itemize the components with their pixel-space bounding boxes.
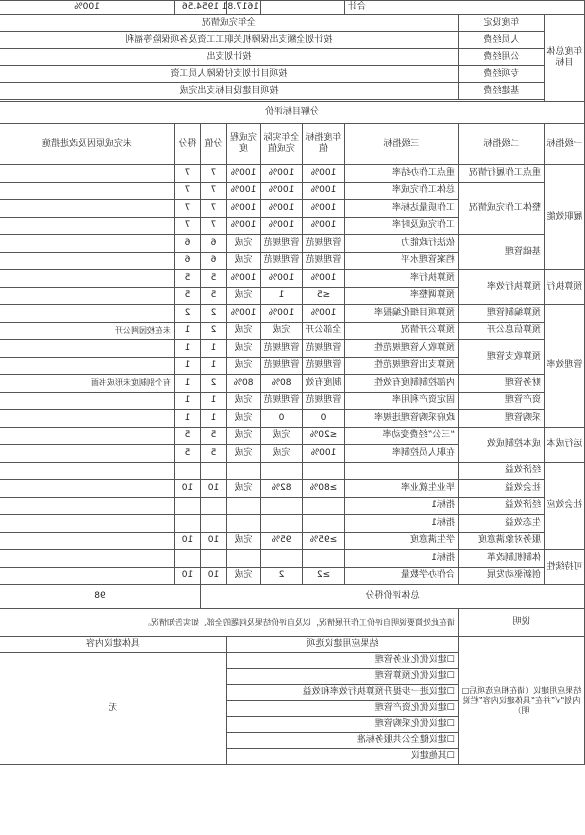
cell-s [201, 497, 227, 515]
cell-l2: 体制机制改革 [459, 550, 545, 568]
cell-n [0, 200, 175, 218]
cell-l2: 社会效益 [459, 480, 545, 498]
cell-g: 10 [175, 532, 201, 550]
cell-n [0, 497, 175, 515]
cell-c: 100% [227, 217, 261, 235]
cell-g: 1 [175, 357, 201, 375]
cell-s [201, 462, 227, 480]
cell-l3: 合作办学数量 [345, 567, 459, 585]
table-row [0, 322, 585, 340]
cell-g: 10 [175, 480, 201, 498]
cell-n [0, 340, 175, 358]
cell-a: 100% [261, 200, 303, 218]
cell-s: 7 [201, 165, 227, 183]
table-row [0, 550, 585, 568]
cell-c: 100% [227, 270, 261, 288]
cell-l3: 预算执行率 [345, 270, 459, 288]
cell-g [175, 462, 201, 480]
cell-t: 0 [303, 410, 345, 428]
cell-l3: 内部控制制度有效性 [345, 375, 459, 393]
cell-t: 100% [303, 217, 345, 235]
cell-c: 完成 [227, 287, 261, 305]
cell-n [0, 445, 175, 463]
cell-s: 2 [201, 305, 227, 323]
cell-a: 管理规范 [261, 252, 303, 270]
cell-c: 完成 [227, 532, 261, 550]
cell-t: 100% [303, 200, 345, 218]
cell-s: 7 [201, 217, 227, 235]
cell-a [261, 497, 303, 515]
cell-c: 完成 [227, 235, 261, 253]
cell-s: 7 [201, 182, 227, 200]
cell-t: ≥2 [303, 567, 345, 585]
cell-c: 完成 [227, 445, 261, 463]
cell-n [0, 165, 175, 183]
cell-a: 完成 [261, 322, 303, 340]
table-row [0, 392, 585, 410]
cell-s: 2 [201, 375, 227, 393]
cell-c: 完成 [227, 392, 261, 410]
cell-a: 82% [261, 480, 303, 498]
cell-c [227, 497, 261, 515]
cell-l3: 依法行政能力 [345, 235, 459, 253]
cell-g: 7 [175, 200, 201, 218]
cell-l2: 财务管理 [459, 375, 545, 393]
cell-g: 5 [175, 270, 201, 288]
cell-n [0, 532, 175, 550]
cell-l3: 预算调整率 [345, 287, 459, 305]
cell-l3: 毕业生就业率 [345, 480, 459, 498]
cell-l3: 固定资产利用率 [345, 392, 459, 410]
cell-n [0, 182, 175, 200]
cell-s: 7 [201, 200, 227, 218]
cell-t [303, 550, 345, 568]
option-3[interactable]: ☐建议进一步提升预算执行效率和效益 [227, 685, 459, 701]
table-row [0, 410, 585, 428]
cell-c [227, 550, 261, 568]
cell-n [0, 287, 175, 305]
cell-t [303, 462, 345, 480]
option-4[interactable]: ☐建议优化资产管理 [227, 701, 459, 717]
cell-g: 6 [175, 252, 201, 270]
table-row [0, 182, 585, 200]
cell-t: ≥80% [303, 480, 345, 498]
table-row [0, 235, 585, 253]
cell-s: 1 [201, 392, 227, 410]
cell-t: 100% [303, 182, 345, 200]
table-row [0, 567, 585, 585]
table-row [0, 480, 585, 498]
cell-a: 95% [261, 532, 303, 550]
cell-l2: 采购管理 [459, 410, 545, 428]
cell-n [0, 217, 175, 235]
cell-t: 100% [303, 270, 345, 288]
cell-a: 完成 [261, 445, 303, 463]
header-row: 一级指标 二级指标 三级指标 年度指标值 全年实际完成值 完成程度 分值 得分 未完成原因及改进措施 [0, 124, 585, 165]
cell-l3: “三公”经费变动率 [345, 427, 459, 445]
cell-l2: 预算执行效率 [459, 270, 545, 305]
option-1[interactable]: ☐建议优化业务管理 [227, 653, 459, 669]
cell-g [175, 515, 201, 533]
cell-g: 1 [175, 322, 201, 340]
cell-a [261, 515, 303, 533]
cell-l3: 政府采购管理违规率 [345, 410, 459, 428]
cell-l3: 指标1 [345, 497, 459, 515]
cell-g: 1 [175, 392, 201, 410]
cell-l2: 资产管理 [459, 392, 545, 410]
cell-s: 6 [201, 235, 227, 253]
cell-n [0, 427, 175, 445]
cell-l3: 预算项目细化编报率 [345, 305, 459, 323]
option-2[interactable]: ☐建议优化预算管理 [227, 669, 459, 685]
cell-t: 全部公开 [303, 322, 345, 340]
cell-a: 管理规范 [261, 340, 303, 358]
cell-c: 完成 [227, 252, 261, 270]
cell-g [175, 550, 201, 568]
table-row [0, 427, 585, 445]
cell-n: 有个别制度未形成书面 [0, 375, 175, 393]
cell-t: 管理规范 [303, 235, 345, 253]
cell-s: 1 [201, 340, 227, 358]
cell-l3: 预算收入管理规范性 [345, 340, 459, 358]
cell-s: 5 [201, 270, 227, 288]
cell-l3: 总体工作完成率 [345, 182, 459, 200]
cell-s [201, 515, 227, 533]
cell-g: 5 [175, 287, 201, 305]
cell-c: 完成 [227, 340, 261, 358]
cell-s [201, 550, 227, 568]
cell-l2: 预算收支管理 [459, 340, 545, 375]
cell-t: 100% [303, 445, 345, 463]
cell-l2: 基础管理 [459, 235, 545, 270]
cell-c: 100% [227, 200, 261, 218]
cell-n: 未在校园网公开 [0, 322, 175, 340]
cell-l2: 经济效益 [459, 497, 545, 515]
cell-a: 80% [261, 375, 303, 393]
cell-n [0, 410, 175, 428]
cell-n [0, 357, 175, 375]
option-6[interactable]: ☐建议健全公共服务标准 [227, 733, 459, 749]
cell-s: 2 [201, 322, 227, 340]
cell-g: 6 [175, 235, 201, 253]
cell-n [0, 515, 175, 533]
cell-s: 1 [201, 357, 227, 375]
cell-l3: 重点工作办结率 [345, 165, 459, 183]
cell-s: 5 [201, 445, 227, 463]
cell-g: 5 [175, 427, 201, 445]
cell-g [175, 497, 201, 515]
cell-l2: 生态效益 [459, 515, 545, 533]
cell-a: 2 [261, 567, 303, 585]
cell-a: 管理规范 [261, 235, 303, 253]
option-7[interactable]: ☐其他建议 [227, 749, 459, 765]
cell-l2: 创新驱动发展 [459, 567, 545, 585]
cell-a: 100% [261, 270, 303, 288]
cell-a: 100% [261, 217, 303, 235]
cell-l3: 指标1 [345, 515, 459, 533]
cell-s: 5 [201, 427, 227, 445]
cell-l3: 在职人员控制率 [345, 445, 459, 463]
cell-n [0, 270, 175, 288]
cell-n [0, 235, 175, 253]
cell-l1: 社会效应 [545, 462, 585, 550]
cell-g: 1 [175, 375, 201, 393]
cell-c: 完成 [227, 567, 261, 585]
cell-c: 80% [227, 375, 261, 393]
cell-n [0, 480, 175, 498]
cell-s: 6 [201, 252, 227, 270]
cell-c: 完成 [227, 357, 261, 375]
cell-c [227, 515, 261, 533]
cell-c: 完成 [227, 427, 261, 445]
cell-a: 100% [261, 182, 303, 200]
table-row [0, 497, 585, 515]
option-5[interactable]: ☐建议优化采购管理 [227, 717, 459, 733]
table-row [0, 532, 585, 550]
cell-g: 5 [175, 445, 201, 463]
cell-g: 2 [175, 305, 201, 323]
cell-c: 完成 [227, 322, 261, 340]
cell-l1: 履职效能 [545, 165, 585, 270]
cell-l2: 经济效益 [459, 462, 545, 480]
cell-t: ≥95% [303, 532, 345, 550]
cell-a [261, 550, 303, 568]
cell-t [303, 497, 345, 515]
cell-l3: 指标1 [345, 550, 459, 568]
cell-l2: 成本控制成效 [459, 427, 545, 462]
cell-a: 100% [261, 305, 303, 323]
cell-l1: 管理效率 [545, 305, 585, 428]
cell-s: 10 [201, 480, 227, 498]
cell-n [0, 550, 175, 568]
summary-row: 合计 1617.81 1954.56 100% [0, 1, 585, 15]
cell-l3: 学生满意度 [345, 532, 459, 550]
cell-c: 完成 [227, 410, 261, 428]
cell-n [0, 392, 175, 410]
cell-t: 100% [303, 165, 345, 183]
section-title: 分解目标评价 [0, 102, 585, 124]
cell-l1: 预算执行 [545, 270, 585, 305]
table-row [0, 270, 585, 288]
cell-s: 5 [201, 287, 227, 305]
cell-t: 管理规范 [303, 340, 345, 358]
cell-l1: 可持续性 [545, 550, 585, 585]
cell-c: 完成 [227, 480, 261, 498]
cell-a: 0 [261, 410, 303, 428]
cell-g: 10 [175, 567, 201, 585]
cell-c: 100% [227, 182, 261, 200]
cell-s: 1 [201, 410, 227, 428]
cell-c [227, 462, 261, 480]
cell-t: 制度有效 [303, 375, 345, 393]
cell-s: 10 [201, 567, 227, 585]
evaluation-table: 合计 1617.81 1954.56 100% 年度总体目标 年度设定 全年完成情况 人员经费 按计划全额支出保障机关职工工资及各项保险等福利 公用经费 按计划支出 专项经费 按项目计划支付保障人员工资 基建经费 按项目建设目标支出完成 分解目标评价 一级指标 二级指标 三级指标 年度指标值 全年实际完成值 完成程度 分值 得分 未完成原因及改进措施 履职效能 重点工作履行情况 重点工作办结率 100% 100% 100% 7 7 整体工作完成情况 总体工作完成率 100% 100% 100% 7 7 工作质量达标率 100% 100% 100% 7 7 工作完成及时率 100% 100% 100% 7 7 基础管理 依法行政能力 管理规范 管理规范 完成 6 6 档案管理水平 管理规范 管理规范 完成 6 6 预算执行 预算执行效率 预算执行率 100% 100% 100% 5 5 预算调整率 ≤5 1 完成 5 5 管理效率 预算编制管理 预算项目细化编报率 100% 100% 100% 2 2 预算信息公开 预算公开情况 全部公开 完成 完成 2 1 未在校园网公开 预算收支管理 预算收入管理规范性 管理规范 管理规范 完成 1 1 预算支出管理规范性 管理规范 管理规范 完成 1 1 财务管理 内部控制制度有效性 制度有效 80% 80% 2 1 有个别制度未形成书面 资产管理 固定资产利用率 管理规范 管理规范 完成 1 1 采购管理 政府采购管理违规率 0 0 完成 1 1 运行成本 成本控制成效 “三公”经费变动率 ≤20% 完成 完成 5 5 在职人员控制率 100% 完成 完成 5 5 社会效应 经济效益 社会效益 毕业生就业率 ≥80% 82% 完成 10 10 经济效益 指标1 生态效益 指标1 服务对象满意度 学生满意度 ≥95% 95% 完成 10 10 可持续性 体制机制改革 指标1 创新驱动发展 合作办学数量 ≥2 2 完成 10 10 总体评价得分 98 说明 请在此处简要说明自评价工作开展情况，以及自评价结果及问题的全部、如实告知情况。 结果应用建议（请在相应选项后□内划“√”并在“具体建议内容”栏说明） 结果应用建议选项 具体建议内容 ☐建议优化业务管理 无 ☐建议优化预算管理 ☐建议进一步提升预算执行效率和效益 ☐建议优化资产管理 ☐建议优化采购管理 ☐建议健全公共服务标准 ☐其他建议 [0, 0, 585, 765]
cell-g: 1 [175, 410, 201, 428]
cell-g: 7 [175, 217, 201, 235]
cell-n [0, 462, 175, 480]
cell-l3: 预算支出管理规范性 [345, 357, 459, 375]
table-row [0, 462, 585, 480]
cell-g: 7 [175, 182, 201, 200]
cell-l3 [345, 462, 459, 480]
cell-a [261, 462, 303, 480]
cell-n [0, 567, 175, 585]
cell-n [0, 305, 175, 323]
table-row [0, 340, 585, 358]
cell-g: 1 [175, 340, 201, 358]
table-row [0, 305, 585, 323]
cell-t: ≤5 [303, 287, 345, 305]
cell-n [0, 252, 175, 270]
cell-l1: 运行成本 [545, 427, 585, 462]
cell-t: 100% [303, 305, 345, 323]
cell-l2: 预算信息公开 [459, 322, 545, 340]
cell-t: 管理规范 [303, 252, 345, 270]
cell-l2: 整体工作完成情况 [459, 182, 545, 235]
cell-l3: 预算公开情况 [345, 322, 459, 340]
cell-l3: 工作完成及时率 [345, 217, 459, 235]
cell-l3: 档案管理水平 [345, 252, 459, 270]
table-row [0, 375, 585, 393]
cell-l2: 服务对象满意度 [459, 532, 545, 550]
cell-t: 管理规范 [303, 392, 345, 410]
cell-a: 1 [261, 287, 303, 305]
cell-g: 7 [175, 165, 201, 183]
table-row [0, 165, 585, 183]
cell-t: 管理规范 [303, 357, 345, 375]
cell-l3: 工作质量达标率 [345, 200, 459, 218]
cell-c: 100% [227, 305, 261, 323]
cell-t [303, 515, 345, 533]
cell-s: 10 [201, 532, 227, 550]
cell-c: 100% [227, 165, 261, 183]
cell-l2: 预算编制管理 [459, 305, 545, 323]
cell-t: ≤20% [303, 427, 345, 445]
cell-a: 管理规范 [261, 392, 303, 410]
cell-a: 完成 [261, 427, 303, 445]
cell-l2: 重点工作履行情况 [459, 165, 545, 183]
table-row [0, 515, 585, 533]
cell-a: 100% [261, 165, 303, 183]
cell-a: 管理规范 [261, 357, 303, 375]
